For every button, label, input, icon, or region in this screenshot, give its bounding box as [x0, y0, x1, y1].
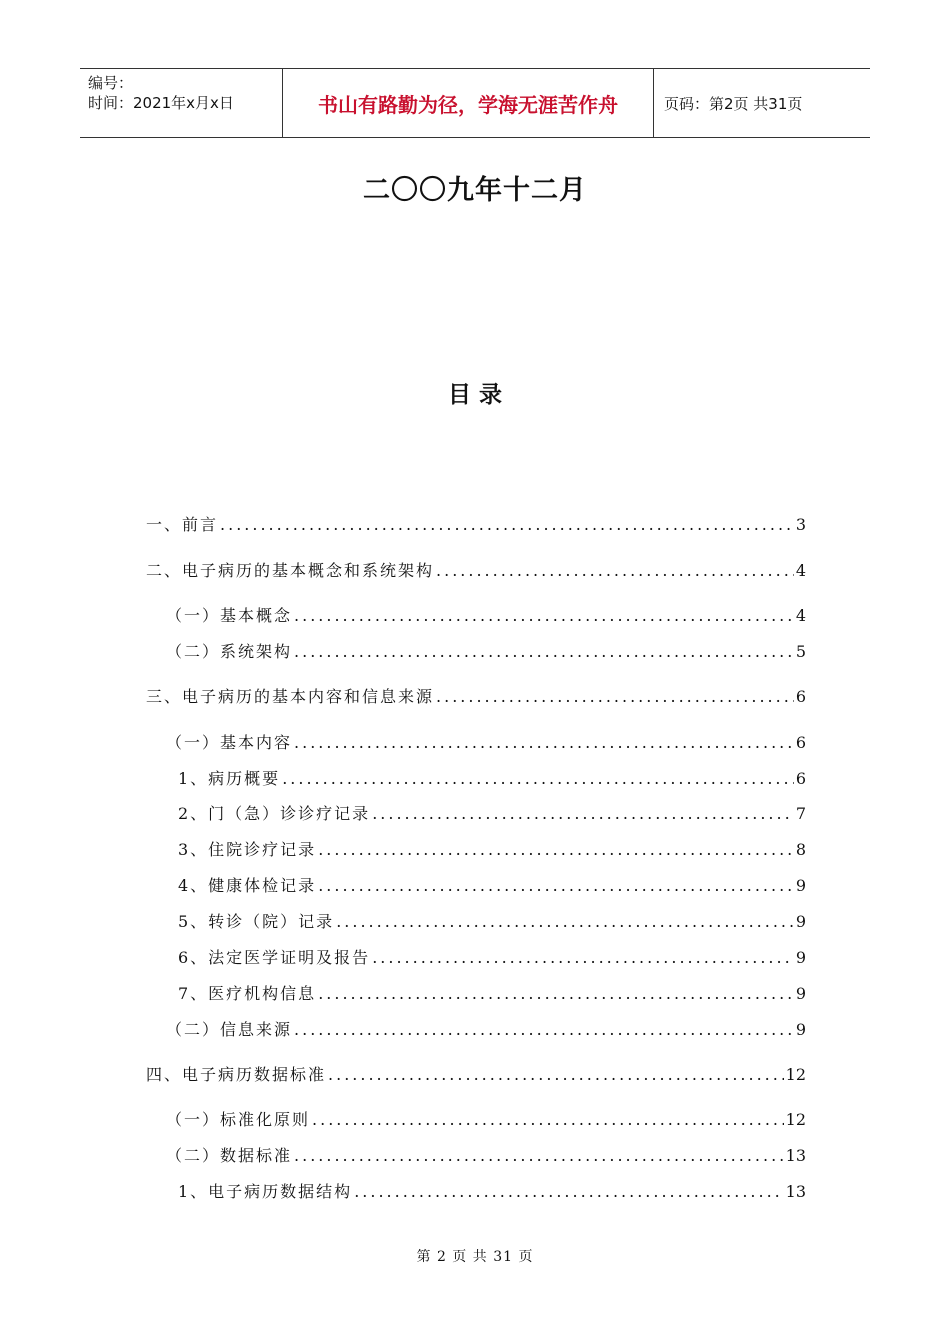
date-title: 二〇〇九年十二月 [363, 175, 587, 206]
toc-leader-dots [294, 606, 794, 625]
toc-leader-dots [318, 876, 794, 895]
toc-leader-dots [336, 912, 794, 931]
toc-entry[interactable] [166, 639, 806, 663]
toc-entry[interactable] [146, 684, 806, 708]
toc-entry[interactable] [166, 1143, 806, 1167]
toc-title: 目 录 [447, 382, 502, 408]
toc-entry[interactable] [166, 730, 806, 754]
toc-entry[interactable] [178, 1179, 806, 1203]
toc-entry-label: （一）标准化原则 [166, 1110, 311, 1129]
motto-text: 书山有路勤为径，学海无涯苦作舟 [318, 92, 618, 117]
toc-entry-label: 6、法定医学证明及报告 [178, 948, 371, 967]
toc-entry[interactable] [178, 837, 806, 861]
toc-entry-page: 6 [795, 769, 806, 788]
toc-entry[interactable] [146, 512, 806, 536]
page-info-text: 页码：第2页 共31页 [664, 94, 803, 113]
toc-entry-page: 7 [795, 804, 806, 823]
toc-entry-label: （一）基本内容 [166, 733, 293, 752]
toc-entry-page: 9 [795, 948, 806, 967]
toc-leader-dots [282, 769, 794, 788]
toc-entry[interactable] [178, 873, 806, 897]
toc-entry[interactable] [166, 1107, 806, 1131]
toc-entry-label: （一）基本概念 [166, 606, 293, 625]
toc-leader-dots [372, 948, 794, 967]
toc-leader-dots [354, 1182, 783, 1201]
toc-entry-page: 6 [795, 687, 806, 706]
toc-entry-page: 9 [795, 912, 806, 931]
toc-entry-page: 5 [795, 642, 806, 661]
toc-entry[interactable] [178, 909, 806, 933]
toc-entry-label: 二、电子病历的基本概念和系统架构 [146, 561, 435, 580]
toc-entry[interactable] [178, 945, 806, 969]
toc-entry-page: 3 [795, 515, 806, 534]
toc-entry[interactable] [178, 766, 806, 790]
toc-leader-dots [372, 804, 794, 823]
toc-leader-dots [318, 840, 794, 859]
toc-entry-label: 1、电子病历数据结构 [178, 1182, 353, 1201]
toc-leader-dots [294, 642, 794, 661]
toc-leader-dots [436, 687, 794, 706]
toc-entry-page: 4 [795, 606, 806, 625]
toc-entry-label: （二）信息来源 [166, 1020, 293, 1039]
toc-entry-page: 9 [795, 984, 806, 1003]
toc-entry[interactable] [146, 558, 806, 582]
toc-leader-dots [294, 733, 794, 752]
toc-entry-label: （二）数据标准 [166, 1146, 293, 1165]
toc-entry[interactable] [166, 603, 806, 627]
toc-entry-label: 3、住院诊疗记录 [178, 840, 317, 859]
toc-leader-dots [436, 561, 794, 580]
page-footer: 第 2 页 共 31 页 [416, 1249, 534, 1265]
toc-leader-dots [294, 1020, 794, 1039]
toc-leader-dots [312, 1110, 784, 1129]
toc-entry-page: 4 [795, 561, 806, 580]
toc-entry-label: （二）系统架构 [166, 642, 293, 661]
document-number-label: 编号： [88, 74, 134, 92]
toc-entry[interactable] [178, 801, 806, 825]
toc-entry-page: 8 [795, 840, 806, 859]
toc-entry-page: 6 [795, 733, 806, 752]
toc-leader-dots [294, 1146, 784, 1165]
toc-entry[interactable] [166, 1017, 806, 1041]
toc-entry[interactable] [178, 981, 806, 1005]
toc-entry-label: 一、前言 [146, 515, 219, 534]
toc-entry-label: 1、病历概要 [178, 769, 281, 788]
toc-entry-page: 13 [785, 1182, 806, 1201]
toc-leader-dots [328, 1065, 784, 1084]
toc-entry-page: 13 [785, 1146, 806, 1165]
toc-entry-page: 12 [785, 1065, 806, 1084]
toc-entry-label: 四、电子病历数据标准 [146, 1065, 327, 1084]
toc-entry-label: 三、电子病历的基本内容和信息来源 [146, 687, 435, 706]
toc-entry-page: 12 [785, 1110, 806, 1129]
toc-entry-page: 9 [795, 876, 806, 895]
toc-entry[interactable] [146, 1062, 806, 1086]
document-time-label: 时间：2021年x月x日 [88, 94, 234, 112]
toc-entry-label: 2、门（急）诊诊疗记录 [178, 804, 371, 823]
toc-entry-label: 7、医疗机构信息 [178, 984, 317, 1003]
toc-leader-dots [220, 515, 794, 534]
toc-entry-label: 4、健康体检记录 [178, 876, 317, 895]
toc-entry-page: 9 [795, 1020, 806, 1039]
toc-entry-label: 5、转诊（院）记录 [178, 912, 335, 931]
toc-leader-dots [318, 984, 794, 1003]
